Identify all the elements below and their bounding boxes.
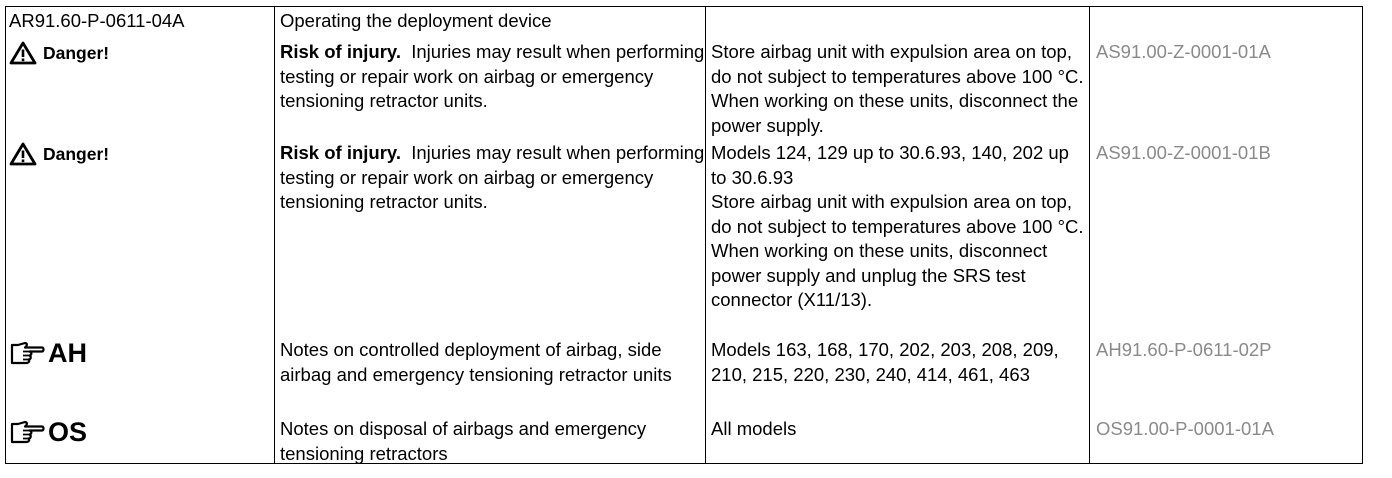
safety-instruction xyxy=(711,141,1089,313)
pointing-hand-icon xyxy=(9,418,45,446)
document-title: Operating the deployment device xyxy=(280,10,552,31)
reference-link[interactable]: AS91.00-Z-0001-01A xyxy=(1096,41,1271,62)
document-id: AR91.60-P-0611-04A xyxy=(9,10,185,31)
model-applicability: All models xyxy=(711,418,797,439)
hazard-description xyxy=(280,141,705,215)
table-row xyxy=(6,417,1362,465)
note-type-label xyxy=(9,338,271,368)
reference-link[interactable]: OS91.00-P-0001-01A xyxy=(1096,418,1274,439)
hazard-description xyxy=(280,40,705,114)
note-type-text: OS xyxy=(48,417,88,447)
note-description: Notes on disposal of airbags and emergency tensioning retractors xyxy=(280,418,647,464)
instruction-text: Store airbag unit with expulsion area on top, do not subject to temperatures above 100 °C. When working on these units, disconnect power supply and unplug the SRS test connector (X11/13). xyxy=(711,191,1084,310)
hazard-text: Injuries may result when performing testing or repair work on airbag or emergency tensioning retractor units. xyxy=(280,142,705,212)
note-description: Notes on controlled deployment of airbag, side airbag and emergency tensioning retractor units xyxy=(280,339,672,385)
pointing-hand-icon xyxy=(9,339,45,367)
model-applicability: Models 124, 129 up to 30.6.93, 140, 202 up to 30.6.93 xyxy=(711,142,1069,188)
danger-label xyxy=(9,141,271,167)
note-type-label xyxy=(9,417,271,447)
safety-instruction: Store airbag unit with expulsion area on top, do not subject to temperatures above 100 °C. When working on these units, disconnect the power supply. xyxy=(711,41,1084,136)
danger-text: Danger! xyxy=(43,43,110,63)
reference-link[interactable]: AH91.60-P-0611-02P xyxy=(1096,339,1272,360)
hazard-title: Risk of injury. xyxy=(280,142,401,163)
model-applicability: Models 163, 168, 170, 202, 203, 208, 209, 210, 215, 220, 230, 240, 414, 461, 463 xyxy=(711,339,1059,385)
table-row xyxy=(6,9,1362,35)
hazard-title: Risk of injury. xyxy=(280,41,401,62)
note-type-text: AH xyxy=(48,338,87,368)
reference-link[interactable]: AS91.00-Z-0001-01B xyxy=(1096,142,1271,163)
table-row xyxy=(6,338,1362,416)
hazard-text: Injuries may result when performing testing or repair work on airbag or emergency tensioning retractor units. xyxy=(280,41,705,111)
warning-triangle-icon xyxy=(9,41,37,65)
warning-triangle-icon xyxy=(9,142,37,166)
danger-text: Danger! xyxy=(43,144,110,164)
table-row xyxy=(6,40,1362,140)
table-row xyxy=(6,141,1362,337)
document-table xyxy=(5,6,1363,464)
danger-label xyxy=(9,40,271,66)
